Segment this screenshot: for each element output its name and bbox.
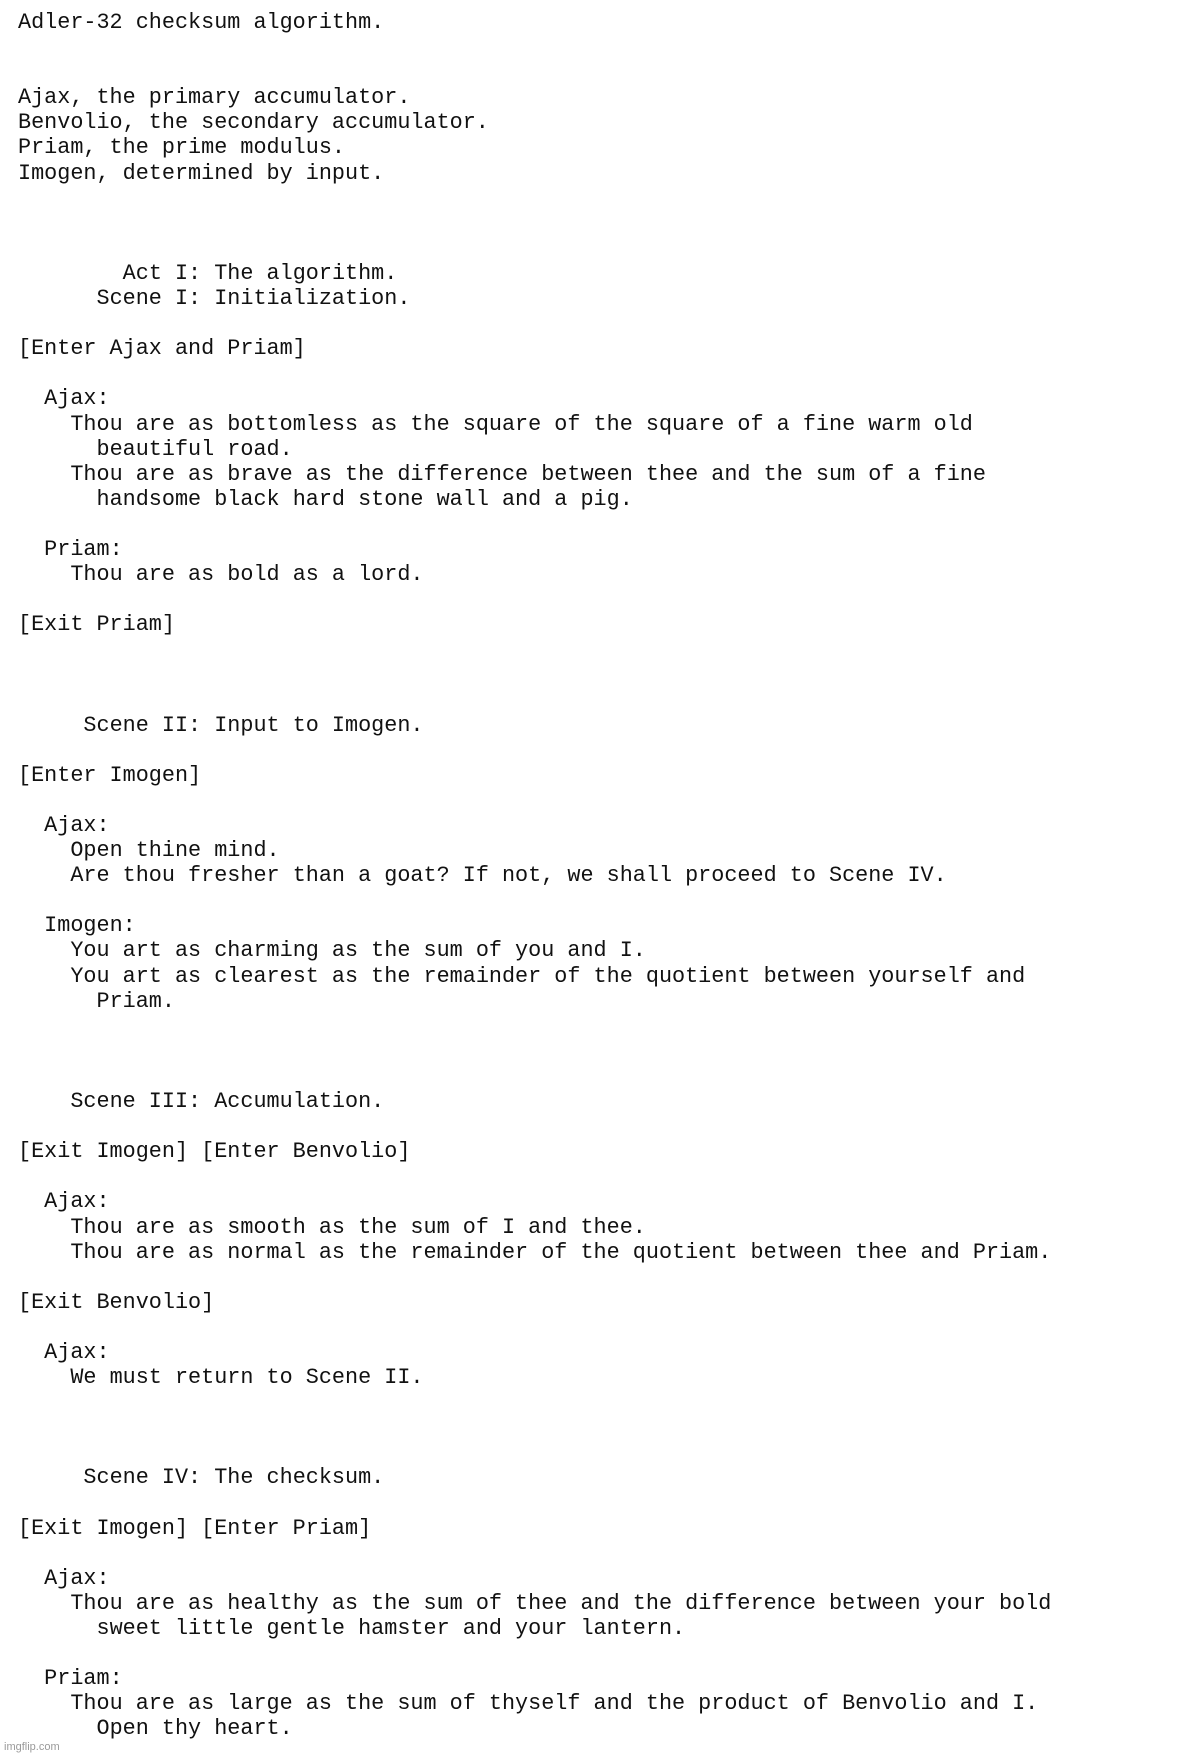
- speaker-label: Ajax:: [44, 1339, 110, 1365]
- dialogue-line: Thou are as normal as the remainder of the quotient between thee and Priam.: [70, 1239, 1052, 1265]
- scene-heading: Scene III: Accumulation.: [70, 1089, 385, 1115]
- blank-line: [18, 662, 1051, 687]
- blank-line: [18, 60, 1051, 85]
- blank-line: [18, 512, 1051, 537]
- speaker-label: Ajax:: [44, 1189, 110, 1215]
- blank-line: [18, 1064, 1051, 1089]
- blank-line: [18, 1014, 1051, 1039]
- speaker-label: Ajax:: [44, 813, 110, 838]
- scene-heading: Scene II: Input to Imogen.: [83, 712, 424, 738]
- character-benvolio: Benvolio, the secondary accumulator.: [18, 110, 489, 136]
- blank-line: [18, 1265, 1051, 1290]
- dialogue-line: Priam.: [70, 988, 175, 1014]
- blank-line: [18, 1541, 1051, 1566]
- blank-line: [18, 888, 1051, 913]
- speaker-label: Ajax:: [44, 1565, 110, 1591]
- dialogue-line: Thou are as large as the sum of thyself and the product of Benvolio and I.: [70, 1691, 1039, 1717]
- blank-line: [18, 1315, 1051, 1340]
- dialogue-line: Thou are as healthy as the sum of thee and the difference between your bold: [70, 1590, 1052, 1616]
- blank-line: [18, 1390, 1051, 1415]
- character-priam: Priam, the prime modulus.: [18, 135, 346, 161]
- blank-line: [18, 688, 1051, 713]
- character-ajax: Ajax, the primary accumulator.: [18, 85, 411, 111]
- blank-line: [18, 1440, 1051, 1465]
- blank-line: [18, 236, 1051, 261]
- blank-line: [18, 1164, 1051, 1189]
- blank-line: [18, 1039, 1051, 1064]
- stage-direction: [Enter Ajax and Priam]: [18, 336, 306, 362]
- blank-line: [18, 1491, 1051, 1516]
- dialogue-line: Thou are as brave as the difference between thee and the sum of a fine: [70, 461, 986, 487]
- blank-line: [18, 211, 1051, 236]
- scene-heading: Scene IV: The checksum.: [83, 1465, 385, 1491]
- stage-direction: [Exit Imogen] [Enter Priam]: [18, 1515, 372, 1541]
- dialogue-line: handsome black hard stone wall and a pig.: [70, 486, 633, 512]
- act-heading: Act I: The algorithm.: [122, 260, 398, 286]
- speaker-label: Imogen:: [44, 913, 136, 939]
- blank-line: [18, 587, 1051, 612]
- scene-heading: Scene I: Initialization.: [96, 286, 411, 312]
- program-listing: [18, 10, 1051, 1741]
- blank-line: [18, 788, 1051, 813]
- speaker-label: Priam:: [44, 536, 123, 562]
- blank-line: [18, 311, 1051, 336]
- watermark: imgflip.com: [4, 1741, 60, 1753]
- document-title: Adler-32 checksum algorithm.: [18, 10, 385, 35]
- stage-direction: [Enter Imogen]: [18, 762, 202, 788]
- stage-direction: [Exit Priam]: [18, 612, 175, 638]
- dialogue-line: You art as charming as the sum of you and I.: [70, 938, 646, 964]
- stage-direction: [Exit Imogen] [Enter Benvolio]: [18, 1139, 411, 1165]
- dialogue-line: We must return to Scene II.: [70, 1365, 424, 1391]
- blank-line: [18, 186, 1051, 211]
- blank-line: [18, 1114, 1051, 1139]
- blank-line: [18, 361, 1051, 386]
- blank-line: [18, 1641, 1051, 1666]
- dialogue-line: Open thine mind.: [70, 838, 280, 864]
- dialogue-line: Thou are as bottomless as the square of the square of a fine warm old: [70, 411, 973, 437]
- dialogue-line: Open thy heart.: [70, 1716, 293, 1742]
- speaker-label: Ajax:: [44, 386, 110, 412]
- blank-line: [18, 35, 1051, 60]
- blank-line: [18, 1415, 1051, 1440]
- blank-line: [18, 637, 1051, 662]
- stage-direction: [Exit Benvolio]: [18, 1289, 215, 1315]
- dialogue-line: Thou are as bold as a lord.: [70, 562, 424, 588]
- dialogue-line: Thou are as smooth as the sum of I and thee.: [70, 1214, 646, 1240]
- character-imogen: Imogen, determined by input.: [18, 160, 385, 186]
- blank-line: [18, 738, 1051, 763]
- dialogue-line: beautiful road.: [70, 436, 293, 462]
- dialogue-line: Are thou fresher than a goat? If not, we shall proceed to Scene IV.: [70, 863, 947, 889]
- dialogue-line: sweet little gentle hamster and your lantern.: [70, 1616, 686, 1641]
- speaker-label: Priam:: [44, 1666, 123, 1692]
- dialogue-line: You art as clearest as the remainder of the quotient between yourself and: [70, 963, 1026, 989]
